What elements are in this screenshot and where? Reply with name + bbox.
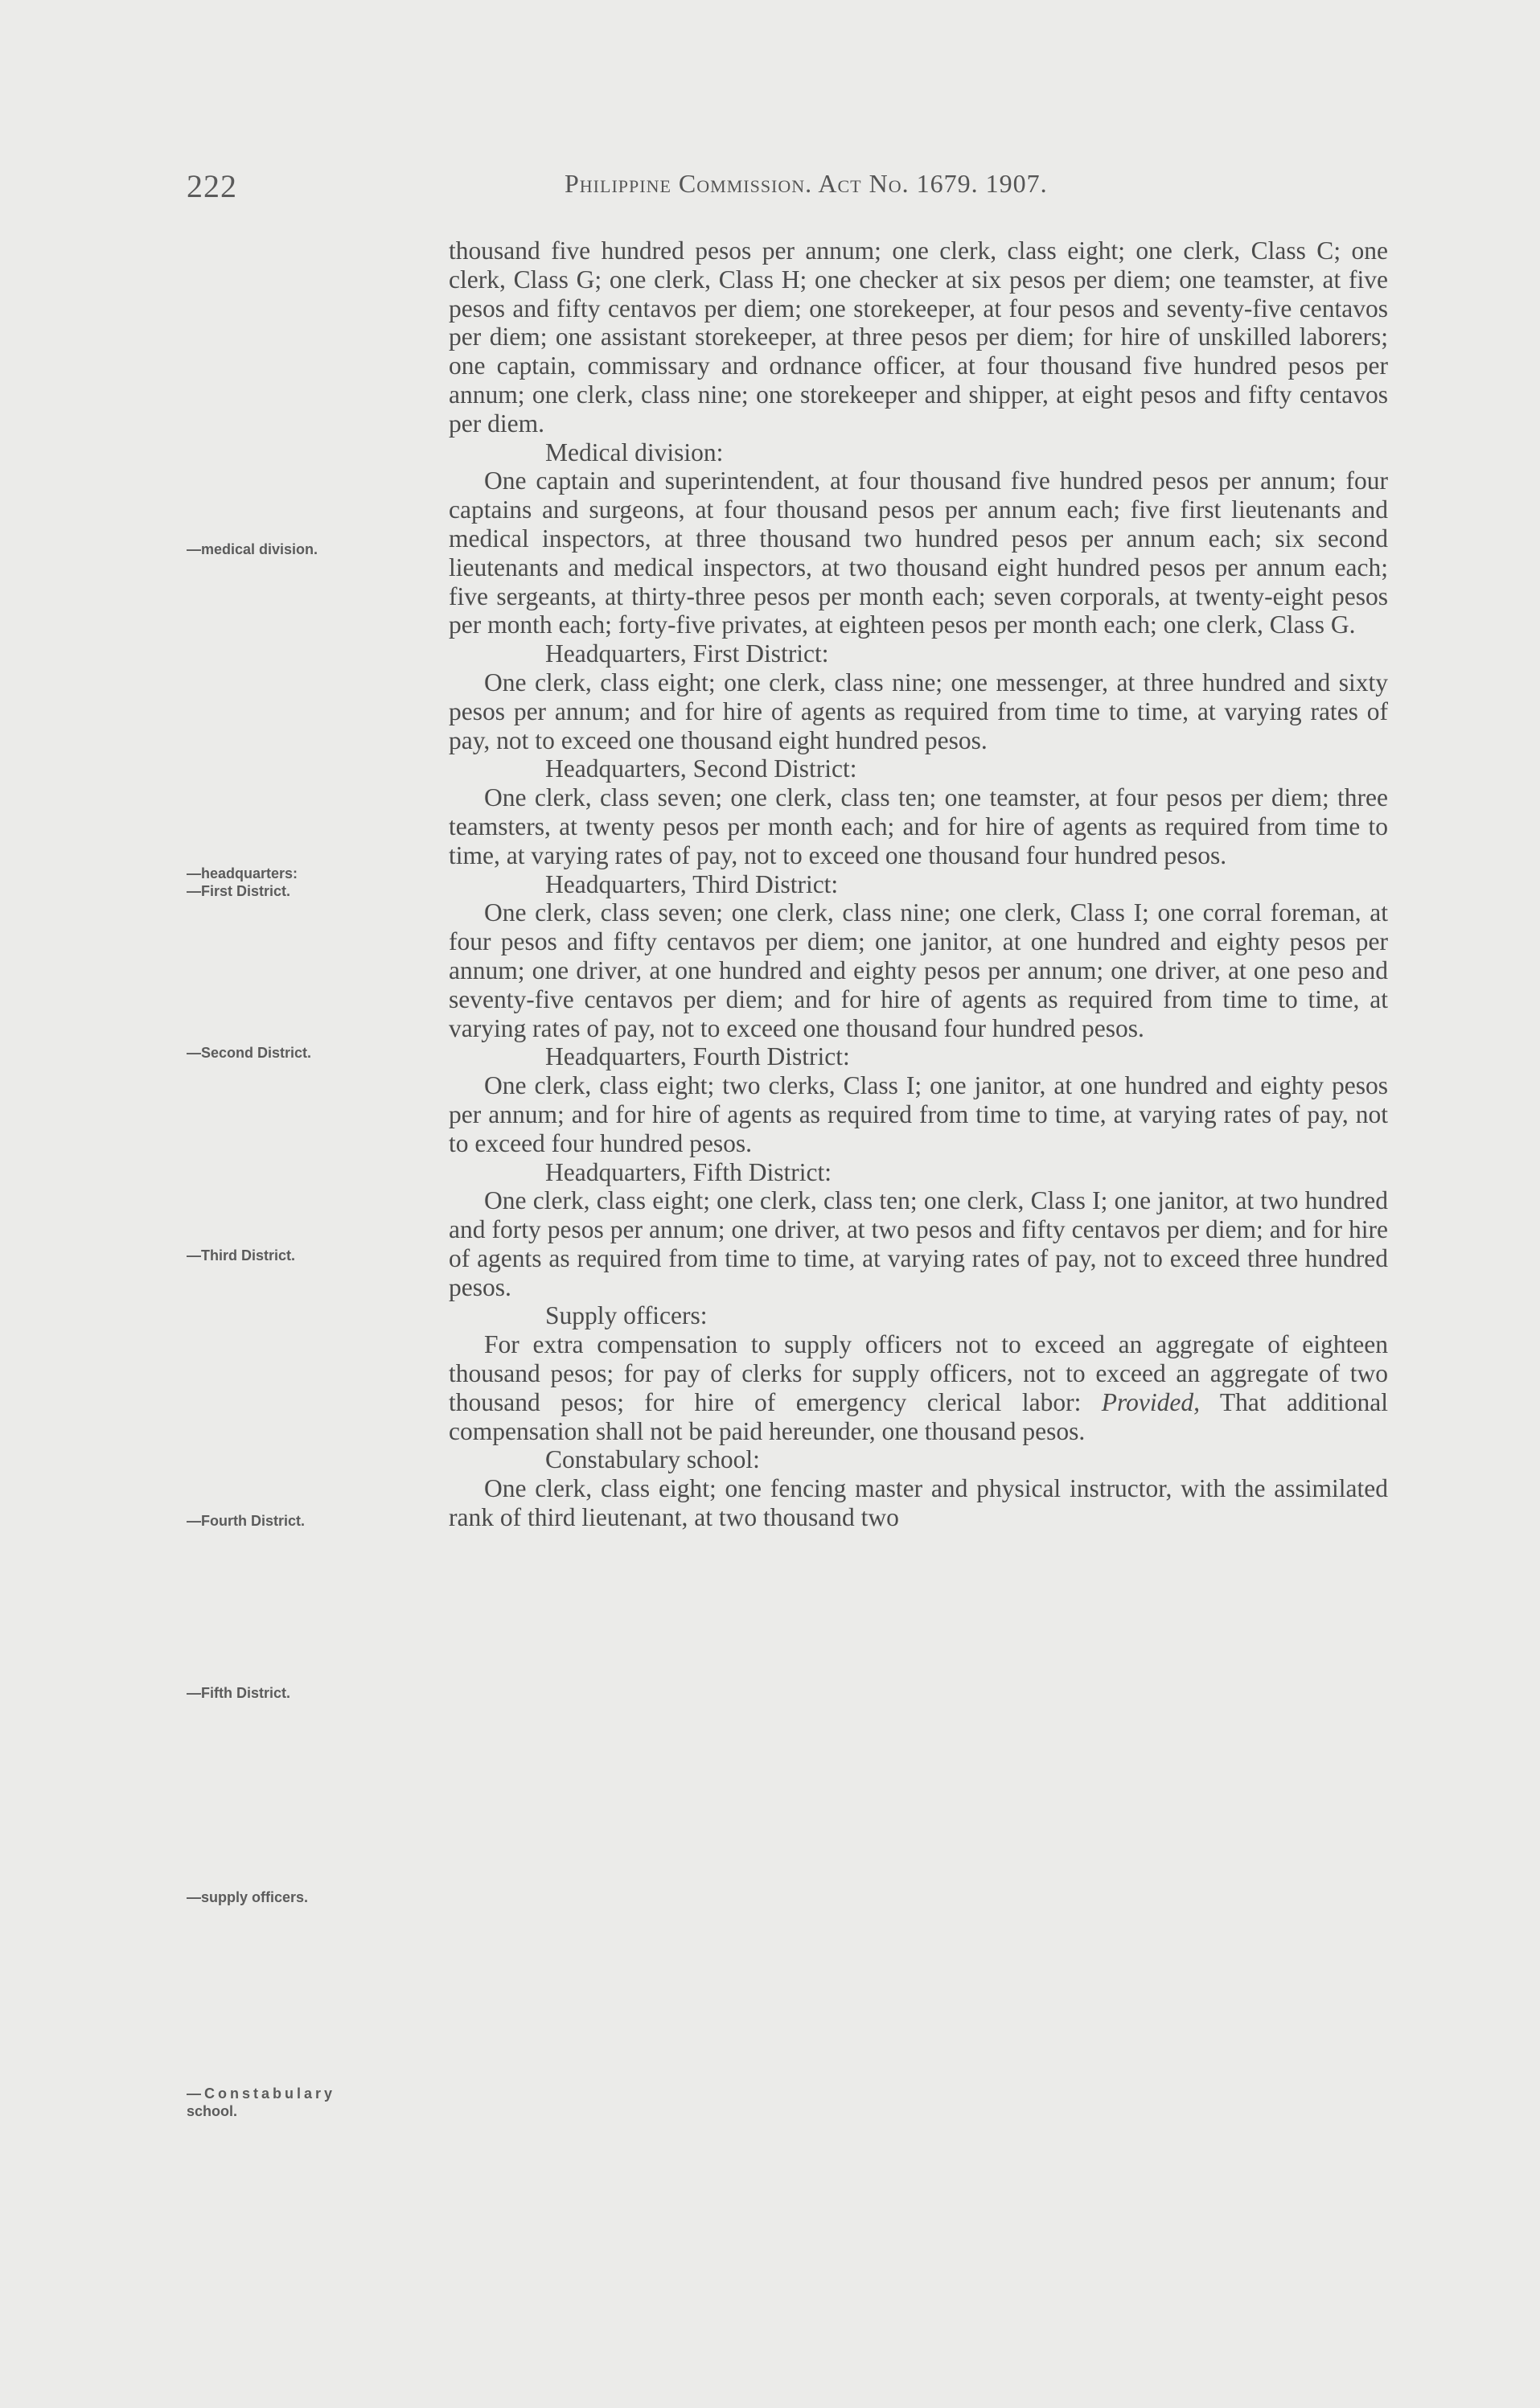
margin-note-line: —Constabulary (187, 2085, 336, 2102)
section-heading-fourth-district: Headquarters, Fourth District: (545, 1042, 850, 1071)
section-heading-third-district: Headquarters, Third District: (545, 869, 839, 898)
provided-italic: Provided, (1101, 1387, 1200, 1416)
margin-note-constabulary-school (187, 2085, 444, 2120)
margin-note-line: —First District. (187, 883, 291, 899)
page-number: 222 (187, 168, 237, 204)
section-heading-constabulary-school: Constabulary school: (545, 1445, 760, 1474)
section-heading-second-district: Headquarters, Second District: (545, 754, 857, 783)
supply-text-part-a: For extra compensation to supply officers not to exceed an aggregate of eighteen thousand pesos; for pay of clerks for supply officers, not to exceed an aggregate of two thousand pesos; for hire of emergency clerical labor: (449, 1330, 1388, 1416)
continuation-paragraph: thousand five hundred pesos per annum; one clerk, class eight; one clerk, Class C; one clerk, Class G; one clerk, Class H; one checker at six pesos per diem; one teamster, at five pesos and fifty centavos per diem; one storekeeper, at four pesos and seventy-five centavos per diem; one assistant storekeeper, at three pesos per diem; for hire of unskilled laborers; one captain, commissary and ordnance officer, at four thousand five hundred pesos per annum; one clerk, class nine; one storekeeper and shipper, at eight pesos and fifty centavos per diem. (449, 236, 1388, 438)
section-heading-fifth-district: Headquarters, Fifth District: (545, 1157, 832, 1186)
margin-note-fifth-district: —Fifth District. (187, 1685, 290, 1701)
margin-note-headquarters-first-district (187, 865, 444, 900)
paragraph-supply-officers (449, 1330, 1388, 1445)
paragraph-second-district: One clerk, class seven; one clerk, class ten; one teamster, at four pesos per diem; three teamsters, at twenty pesos per month each; and for hire of agents as required from time to time, at varying rates of pay, not to exceed one thousand four hundred pesos. (449, 783, 1388, 869)
margin-note-fourth-district: —Fourth District. (187, 1513, 305, 1529)
paragraph-constabulary-school: One clerk, class eight; one fencing master and physical instructor, with the assimilated rank of third lieutenant, at two thousand two (449, 1474, 1388, 1532)
margin-note-line: school. (187, 2103, 238, 2119)
margin-note-line: —headquarters: (187, 865, 298, 881)
paragraph-fifth-district: One clerk, class eight; one clerk, class ten; one clerk, Class I; one janitor, at two hundred and forty pesos per annum; one driver, at two pesos and fifty centavos per diem; and for hire of agents as required from time to time, at varying rates of pay, not to exceed three hundred pesos. (449, 1186, 1388, 1301)
section-heading-supply-officers: Supply officers: (545, 1301, 708, 1330)
margin-note-medical-division: —medical division. (187, 541, 318, 557)
margin-note-third-district: —Third District. (187, 1247, 296, 1264)
section-heading-first-district: Headquarters, First District: (545, 639, 829, 668)
paragraph-third-district: One clerk, class seven; one clerk, class nine; one clerk, Class I; one corral foreman, at four pesos and fifty centavos per diem; one janitor, at one hundred and eighty pesos per annum; one driver, at one hundred and eighty pesos per annum; one driver, at one peso and seventy-five centavos per diem; and for hire of agents as required from time to time, at varying rates of pay, not to exceed one thousand four hundred pesos. (449, 898, 1388, 1042)
margin-note-second-district: —Second District. (187, 1045, 312, 1061)
paragraph-fourth-district: One clerk, class eight; two clerks, Class I; one janitor, at one hundred and eighty pesos per annum; and for hire of agents as required from time to time, at varying rates of pay, not to exceed four hundred pesos. (449, 1071, 1388, 1157)
paragraph-first-district: One clerk, class eight; one clerk, class nine; one messenger, at three hundred and sixty pesos per annum; and for hire of agents as required from time to time, at varying rates of pay, not to exceed one thousand eight hundred pesos. (449, 668, 1388, 754)
paragraph-medical-division: One captain and superintendent, at four thousand five hundred pesos per annum; four captains and surgeons, at four thousand pesos per annum each; five first lieutenants and medical inspectors, at three thousand two hundred pesos per annum each; six second lieutenants and medical inspectors, at two thousand eight hundred pesos per annum each; five sergeants, at thirty-three pesos per month each; seven corporals, at twenty-eight pesos per month each; forty-five privates, at eighteen pesos per month each; one clerk, Class G. (449, 466, 1388, 639)
section-heading-medical-division: Medical division: (545, 438, 724, 466)
body-text (449, 236, 1388, 1532)
margin-note-supply-officers: —supply officers. (187, 1889, 309, 1905)
supply-text-part-b: That additional compensation shall not be paid hereunder, one thousand pesos. (449, 1387, 1388, 1445)
running-head: Philippine Commission. Act No. 1679. 1907. (565, 169, 1048, 198)
